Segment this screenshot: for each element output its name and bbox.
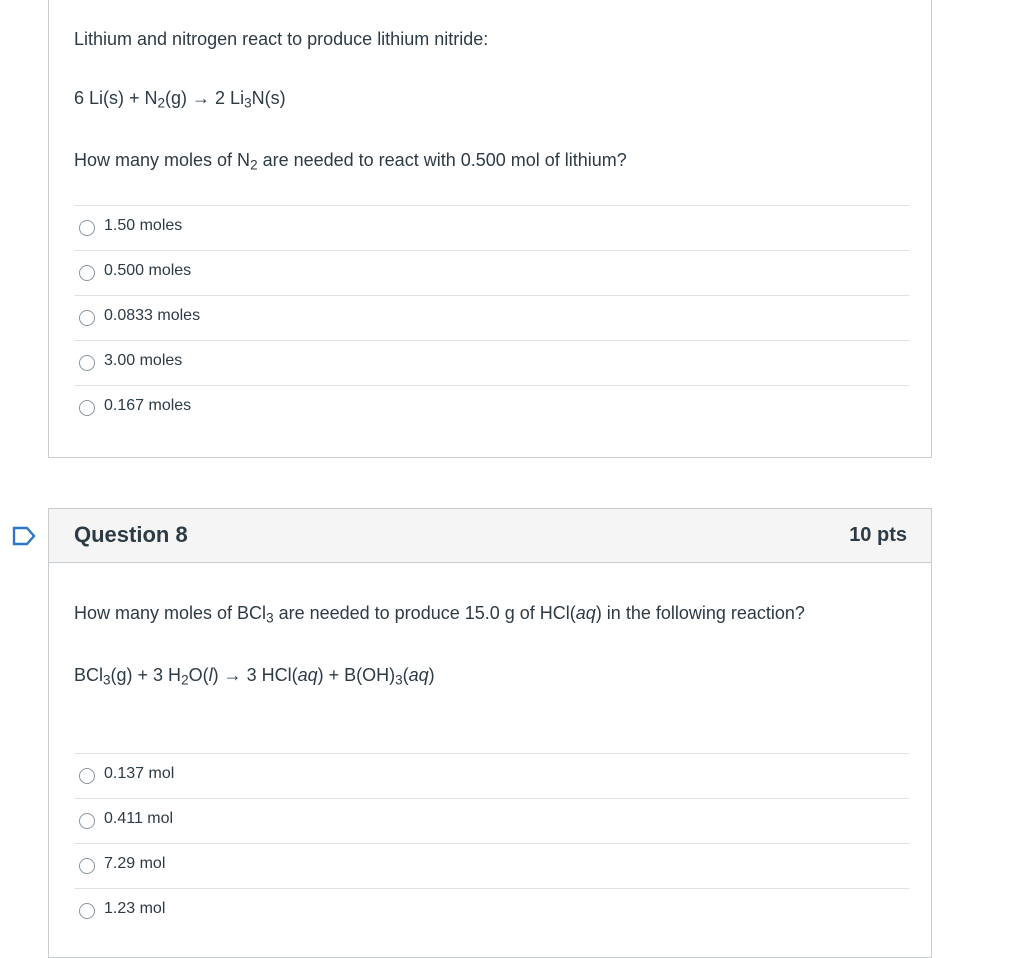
radio-button[interactable] xyxy=(79,220,95,236)
answer-option[interactable]: 0.500 moles xyxy=(74,250,909,295)
question-8-equation: BCl$_3$(g) + 3 $H_2O(l) \to 3$ $HCl(aq) + B(OH)_3(aq)$ xyxy=(74,665,435,688)
radio-button[interactable] xyxy=(79,903,95,919)
question-title: Question 8 xyxy=(74,522,188,547)
radio-button[interactable] xyxy=(79,813,95,829)
question-points: 10 pts xyxy=(849,524,907,546)
answer-option[interactable]: 7.29 mol xyxy=(74,843,909,888)
answer-option[interactable]: 0.411 mol xyxy=(74,798,909,843)
question-7-intro: Lithium and nitrogen react to produce lithium nitride: xyxy=(74,29,489,49)
radio-button[interactable] xyxy=(79,355,95,371)
radio-button[interactable] xyxy=(79,265,95,281)
radio-button[interactable] xyxy=(79,400,95,416)
bookmark-flag-icon[interactable] xyxy=(12,526,36,546)
answer-option[interactable]: 1.23 mol xyxy=(74,888,909,933)
radio-button[interactable] xyxy=(79,310,95,326)
answer-option[interactable]: 1.50 moles xyxy=(74,205,909,250)
answer-option[interactable]: 0.167 moles xyxy=(74,385,909,430)
question-8-prompt: How many moles of BCl$_3$ are needed to produce 15.0 g of HCl(aq) in the following reaction? xyxy=(74,603,805,626)
answer-option[interactable]: 0.0833 moles xyxy=(74,295,909,340)
radio-button[interactable] xyxy=(79,858,95,874)
question-7-card xyxy=(48,0,932,458)
answer-list xyxy=(74,753,909,933)
radio-button[interactable] xyxy=(79,768,95,784)
answer-option[interactable]: 3.00 moles xyxy=(74,340,909,385)
question-8-card xyxy=(48,508,932,958)
answer-list xyxy=(74,205,909,430)
question-7-prompt: How many moles of $N_2$ are needed to react with 0.500 mol of lithium? xyxy=(74,150,627,173)
question-7-equation: 6 $Li(s) + N_2(g) \to 2$ $Li_3N(s)$ xyxy=(74,88,286,111)
question-header xyxy=(49,509,931,563)
answer-option[interactable]: 0.137 mol xyxy=(74,753,909,798)
